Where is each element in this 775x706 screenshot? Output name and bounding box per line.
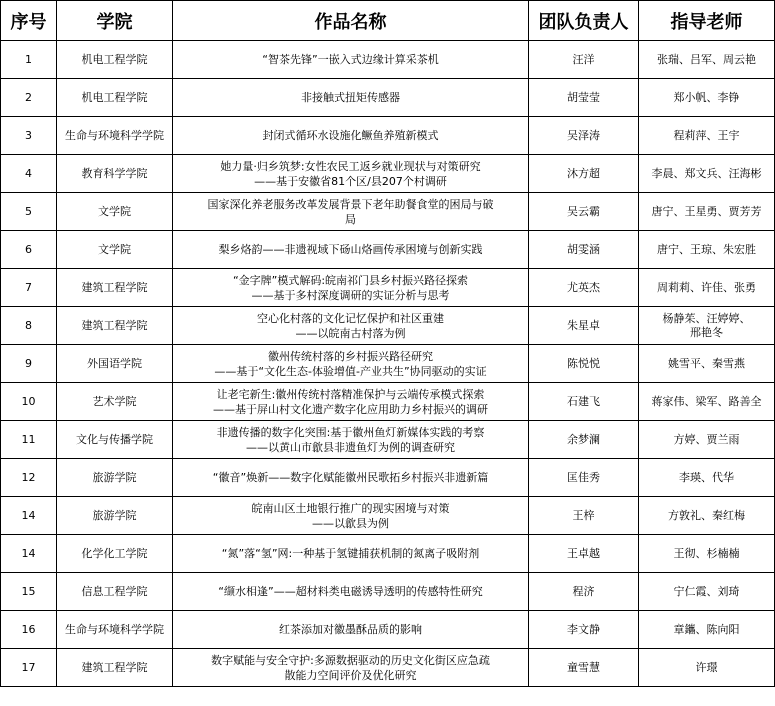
title-line: 非遗传播的数字化突围:基于徽州鱼灯新媒体实践的考察 <box>216 425 485 439</box>
row-number: 14 <box>1 535 57 573</box>
title-line: “氮”落“氢”网:一种基于氢键捕获机制的氮离子吸附剂 <box>221 547 480 560</box>
row-number: 10 <box>1 383 57 421</box>
title-line: 让老宅新生:徽州传统村落精准保护与云端传承模式探索 <box>216 387 485 401</box>
row-number: 12 <box>1 459 57 497</box>
title-line: “缬水相逢”——超材料类电磁诱导透明的传感特性研究 <box>218 585 483 598</box>
row-number: 14 <box>1 497 57 535</box>
college-cell: 艺术学院 <box>57 383 173 421</box>
title-line: “徽音”焕新——数字化赋能徽州民歌拓乡村振兴非遗新篇 <box>212 471 489 484</box>
advisors-cell: 杨静茱、汪婷婷、 邢艳冬 <box>639 307 775 345</box>
college-cell: 外国语学院 <box>57 345 173 383</box>
table-row <box>1 573 775 611</box>
table-row <box>1 41 775 79</box>
table-row <box>1 459 775 497</box>
leader-cell: 童雪慧 <box>529 649 639 687</box>
title-line: ——基于多村深度调研的实证分析与思考 <box>251 288 450 302</box>
college-cell: 旅游学院 <box>57 497 173 535</box>
college-cell: 旅游学院 <box>57 459 173 497</box>
title-cell <box>173 117 529 155</box>
title-cell <box>173 307 529 345</box>
advisors-cell: 宁仁霞、刘琦 <box>639 573 775 611</box>
leader-cell: 石建飞 <box>529 383 639 421</box>
title-line: 国家深化养老服务改革发展背景下老年助餐食堂的困局与破 <box>207 197 494 211</box>
table-body <box>1 41 775 687</box>
title-line: 皖南山区土地银行推广的现实困境与对策 <box>251 501 450 515</box>
header-college: 学院 <box>57 1 173 41</box>
advisors-cell: 周莉莉、许佳、张勇 <box>639 269 775 307</box>
leader-cell: 匡佳秀 <box>529 459 639 497</box>
table-row <box>1 155 775 193</box>
college-cell: 化学化工学院 <box>57 535 173 573</box>
title-cell <box>173 345 529 383</box>
college-cell: 文化与传播学院 <box>57 421 173 459</box>
header-row <box>1 1 775 41</box>
title-cell <box>173 649 529 687</box>
advisors-cell: 方敦礼、秦红梅 <box>639 497 775 535</box>
row-number: 15 <box>1 573 57 611</box>
table-row <box>1 193 775 231</box>
advisors-cell: 唐宁、王星勇、贾芳芳 <box>639 193 775 231</box>
title-cell <box>173 79 529 117</box>
college-cell: 建筑工程学院 <box>57 307 173 345</box>
advisors-cell: 姚雪平、秦雪燕 <box>639 345 775 383</box>
title-cell <box>173 155 529 193</box>
leader-cell: 胡莹莹 <box>529 79 639 117</box>
advisors-cell: 唐宁、王琼、朱宏胜 <box>639 231 775 269</box>
college-cell: 建筑工程学院 <box>57 649 173 687</box>
row-number: 17 <box>1 649 57 687</box>
leader-cell: 吴泽涛 <box>529 117 639 155</box>
advisors-cell: 章鑴、陈向阳 <box>639 611 775 649</box>
advisors-cell: 张瑞、吕军、周云艳 <box>639 41 775 79</box>
college-cell: 生命与环境科学学院 <box>57 117 173 155</box>
leader-cell: 程济 <box>529 573 639 611</box>
row-number: 6 <box>1 231 57 269</box>
title-line: 徽州传统村落的乡村振兴路径研究 <box>268 349 433 363</box>
title-line: 梨乡烙韵——非遗视域下砀山烙画传承困境与创新实践 <box>218 243 483 256</box>
title-cell <box>173 573 529 611</box>
title-cell <box>173 269 529 307</box>
leader-cell: 汪洋 <box>529 41 639 79</box>
college-cell: 教育科学学院 <box>57 155 173 193</box>
title-line: 数字赋能与安全守护:多源数据驱动的历史文化街区应急疏 <box>211 653 490 667</box>
table-row <box>1 231 775 269</box>
table-row <box>1 497 775 535</box>
leader-cell: 余梦澜 <box>529 421 639 459</box>
advisors-cell: 李瑛、代华 <box>639 459 775 497</box>
leader-cell: 李文静 <box>529 611 639 649</box>
title-cell <box>173 535 529 573</box>
title-cell <box>173 611 529 649</box>
leader-cell: 胡雯涵 <box>529 231 639 269</box>
college-cell: 机电工程学院 <box>57 41 173 79</box>
college-cell: 生命与环境科学学院 <box>57 611 173 649</box>
row-number: 1 <box>1 41 57 79</box>
leader-cell: 尤英杰 <box>529 269 639 307</box>
row-number: 8 <box>1 307 57 345</box>
leader-cell: 王梓 <box>529 497 639 535</box>
college-cell: 文学院 <box>57 231 173 269</box>
table-row <box>1 421 775 459</box>
title-line: ——基于“文化生态-体验增值-产业共生”协同驱动的实证 <box>214 364 487 378</box>
row-number: 4 <box>1 155 57 193</box>
advisors-cell: 程莉萍、王宇 <box>639 117 775 155</box>
table-row <box>1 383 775 421</box>
advisors-cell: 李晨、郑文兵、汪海彬 <box>639 155 775 193</box>
title-cell <box>173 231 529 269</box>
title-line: 局 <box>345 212 356 226</box>
title-cell <box>173 459 529 497</box>
college-cell: 机电工程学院 <box>57 79 173 117</box>
advisors-cell: 方婷、贾兰雨 <box>639 421 775 459</box>
table-row <box>1 611 775 649</box>
title-cell <box>173 193 529 231</box>
title-line: ——以歙县为例 <box>312 516 389 530</box>
title-line: 封闭式循环水设施化鳜鱼养殖新模式 <box>262 129 439 142</box>
title-cell <box>173 497 529 535</box>
row-number: 2 <box>1 79 57 117</box>
title-cell <box>173 421 529 459</box>
advisors-cell: 王彻、杉楠楠 <box>639 535 775 573</box>
leader-cell: 吴云霸 <box>529 193 639 231</box>
title-cell <box>173 41 529 79</box>
college-cell: 文学院 <box>57 193 173 231</box>
title-line: 非接触式扭矩传感器 <box>301 91 400 104</box>
table-row <box>1 307 775 345</box>
title-line: ——基于安徽省81个区/县207个村调研 <box>254 174 447 188</box>
title-cell <box>173 383 529 421</box>
header-leader: 团队负责人 <box>529 1 639 41</box>
college-cell: 建筑工程学院 <box>57 269 173 307</box>
row-number: 9 <box>1 345 57 383</box>
leader-cell: 沐方超 <box>529 155 639 193</box>
advisors-cell: 许璟 <box>639 649 775 687</box>
row-number: 7 <box>1 269 57 307</box>
table-row <box>1 649 775 687</box>
title-line: 她力量·归乡筑梦:女性农民工返乡就业现状与对策研究 <box>220 159 481 173</box>
title-line: 散能力空间评价及优化研究 <box>284 668 417 682</box>
table-row <box>1 269 775 307</box>
title-line: ——以皖南古村落为例 <box>295 326 406 340</box>
title-line: 空心化村落的文化记忆保护和社区重建 <box>257 311 444 325</box>
advisors-cell: 蒋家伟、梁军、路善全 <box>639 383 775 421</box>
header-advisors: 指导老师 <box>639 1 775 41</box>
row-number: 11 <box>1 421 57 459</box>
advisors-cell: 郑小帆、李铮 <box>639 79 775 117</box>
table-row <box>1 117 775 155</box>
title-line: ——以黄山市歙县非遗鱼灯为例的调查研究 <box>246 440 455 454</box>
table-row <box>1 79 775 117</box>
row-number: 16 <box>1 611 57 649</box>
table-row <box>1 345 775 383</box>
header-title: 作品名称 <box>173 1 529 41</box>
college-cell: 信息工程学院 <box>57 573 173 611</box>
title-line: “智茶先锋”一嵌入式边缘计算采茶机 <box>262 53 439 66</box>
leader-cell: 朱星卓 <box>529 307 639 345</box>
table-row <box>1 535 775 573</box>
leader-cell: 陈悦悦 <box>529 345 639 383</box>
title-line: 红茶添加对徽墨酥品质的影响 <box>279 623 422 636</box>
title-line: “金字牌”模式解码:皖南祁门县乡村振兴路径探索 <box>232 273 469 287</box>
row-number: 5 <box>1 193 57 231</box>
title-line: ——基于屏山村文化遗产数字化应用助力乡村振兴的调研 <box>213 402 488 416</box>
row-number: 3 <box>1 117 57 155</box>
leader-cell: 王卓越 <box>529 535 639 573</box>
header-no: 序号 <box>1 1 57 41</box>
